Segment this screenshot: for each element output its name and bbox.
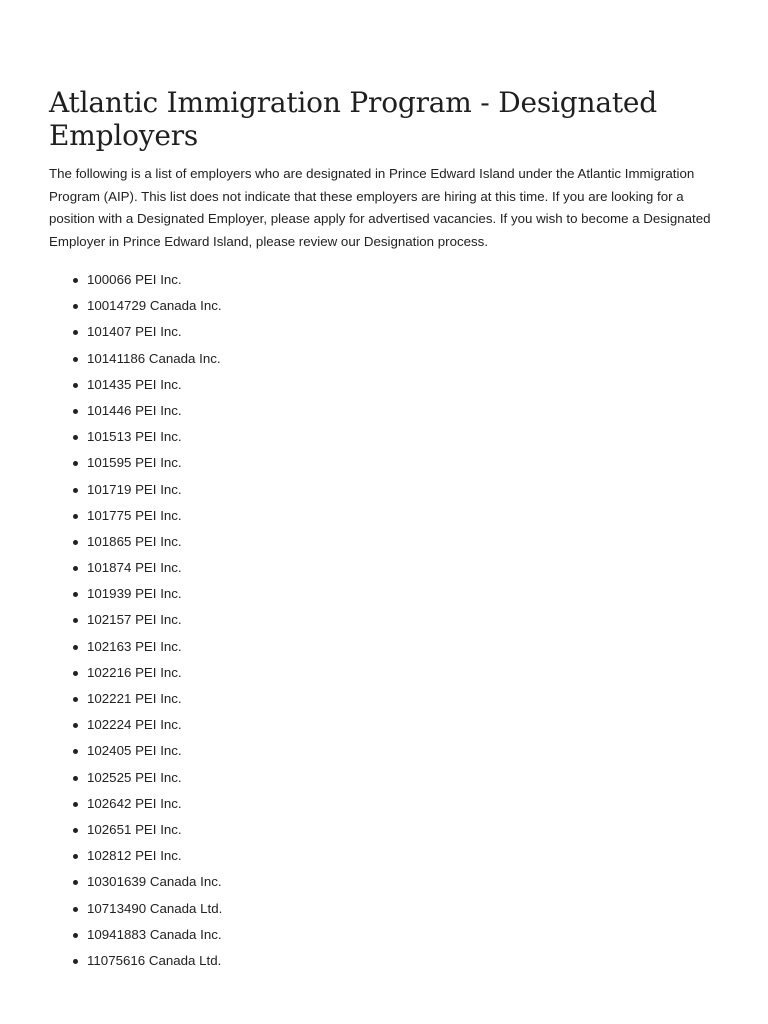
bullet-icon	[73, 854, 78, 859]
employer-name: 101446 PEI Inc.	[87, 402, 182, 418]
list-item	[73, 319, 721, 345]
intro-paragraph: The following is a list of employers who are designated in Prince Edward Island under the Atlantic Immigration Program (AIP). This list does not indicate that these employers are hiring at this time. If you are looking for a position with a Designated Employer, please apply for advertised vacancies. If you wish to become a Designated Employer in Prince Edward Island, please review our Designation process.	[49, 166, 711, 249]
bullet-icon	[73, 880, 78, 885]
page-title: Atlantic Immigration Program - Designated Employers	[49, 86, 658, 152]
employer-name: 101719 PEI Inc.	[87, 481, 182, 497]
bullet-icon	[73, 907, 78, 912]
list-item	[73, 529, 721, 555]
list-item	[73, 372, 721, 398]
list-item	[73, 424, 721, 450]
employer-name: 101513 PEI Inc.	[87, 429, 182, 445]
employer-name: 102405 PEI Inc.	[87, 743, 182, 759]
bullet-icon	[73, 749, 78, 754]
employer-name: 101435 PEI Inc.	[87, 376, 182, 392]
list-item	[73, 293, 721, 319]
list-item	[73, 555, 721, 581]
bullet-icon	[73, 383, 78, 388]
list-item	[73, 267, 721, 293]
employer-name: 102157 PEI Inc.	[87, 612, 182, 628]
bullet-icon	[73, 697, 78, 702]
list-item	[73, 477, 721, 503]
bullet-icon	[73, 828, 78, 833]
bullet-icon	[73, 330, 78, 335]
bullet-icon	[73, 540, 78, 545]
list-item	[73, 791, 721, 817]
employer-name: 102642 PEI Inc.	[87, 795, 182, 811]
employer-name: 102812 PEI Inc.	[87, 848, 182, 864]
list-item	[73, 817, 721, 843]
employer-name: 102224 PEI Inc.	[87, 717, 182, 733]
bullet-icon	[73, 776, 78, 781]
list-item	[73, 738, 721, 764]
list-item	[73, 686, 721, 712]
bullet-icon	[73, 618, 78, 623]
bullet-icon	[73, 357, 78, 362]
bullet-icon	[73, 514, 78, 519]
employer-name: 10141186 Canada Inc.	[87, 350, 221, 366]
employer-name: 102216 PEI Inc.	[87, 664, 182, 680]
employer-name: 101775 PEI Inc.	[87, 507, 182, 523]
list-item	[73, 607, 721, 633]
list-item	[73, 712, 721, 738]
bullet-icon	[73, 671, 78, 676]
list-item	[73, 869, 721, 895]
bullet-icon	[73, 592, 78, 597]
employer-name: 102525 PEI Inc.	[87, 769, 182, 785]
employer-list	[49, 267, 721, 974]
employer-name: 100066 PEI Inc.	[87, 272, 182, 287]
list-item	[73, 922, 721, 948]
employer-name: 10941883 Canada Inc.	[87, 926, 222, 942]
employer-name: 102163 PEI Inc.	[87, 638, 182, 654]
bullet-icon	[73, 461, 78, 466]
bullet-icon	[73, 278, 78, 283]
list-item	[73, 503, 721, 529]
list-item	[73, 346, 721, 372]
list-item	[73, 896, 721, 922]
document-page	[49, 86, 721, 974]
employer-name: 11075616 Canada Ltd.	[87, 952, 222, 968]
employer-name: 10301639 Canada Inc.	[87, 874, 222, 890]
bullet-icon	[73, 645, 78, 650]
list-item	[73, 660, 721, 686]
employer-name: 101939 PEI Inc.	[87, 586, 182, 602]
bullet-icon	[73, 802, 78, 807]
employer-name: 102651 PEI Inc.	[87, 821, 182, 837]
employer-name: 101865 PEI Inc.	[87, 533, 182, 549]
employer-name: 10713490 Canada Ltd.	[87, 900, 223, 916]
bullet-icon	[73, 723, 78, 728]
employer-name: 101874 PEI Inc.	[87, 560, 182, 576]
list-item	[73, 398, 721, 424]
bullet-icon	[73, 488, 78, 493]
list-item	[73, 634, 721, 660]
bullet-icon	[73, 435, 78, 440]
list-item	[73, 843, 721, 869]
list-item	[73, 765, 721, 791]
bullet-icon	[73, 959, 78, 964]
bullet-icon	[73, 304, 78, 309]
list-item	[73, 948, 721, 974]
employer-name: 102221 PEI Inc.	[87, 691, 182, 706]
employer-name: 10014729 Canada Inc.	[87, 298, 222, 314]
bullet-icon	[73, 566, 78, 571]
employer-name: 101407 PEI Inc.	[87, 324, 182, 340]
bullet-icon	[73, 409, 78, 414]
bullet-icon	[73, 933, 78, 938]
list-item	[73, 581, 721, 607]
employer-name: 101595 PEI Inc.	[87, 455, 182, 471]
list-item	[73, 450, 721, 476]
